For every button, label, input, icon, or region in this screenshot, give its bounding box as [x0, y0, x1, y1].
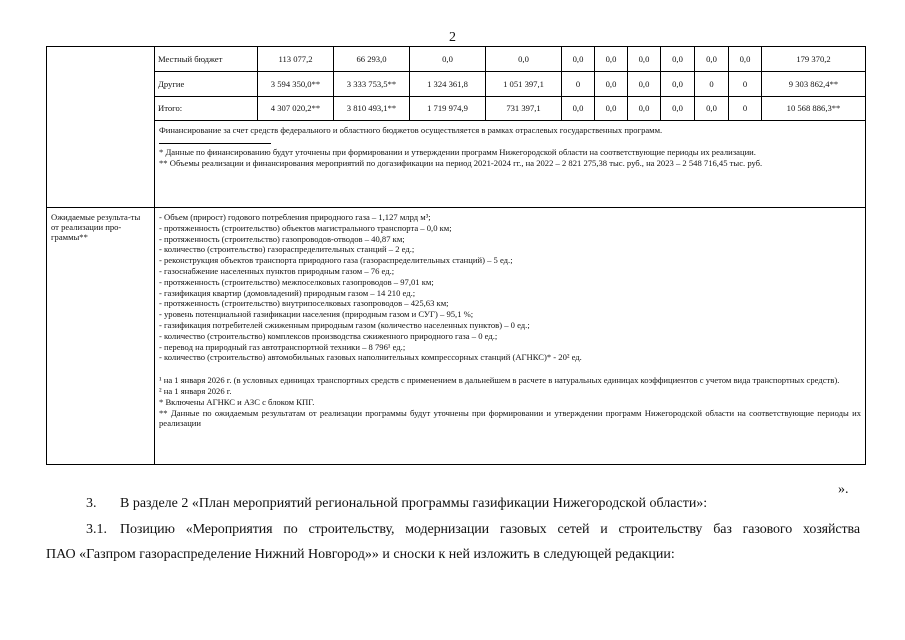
funding-notes-cell [155, 121, 866, 208]
list-item: - количество (строительство) комплексов производства сжиженного природного газа – 0 ед.; [159, 330, 498, 341]
program-passport-table [46, 46, 866, 465]
paragraph-3-number: 3. [86, 496, 97, 511]
list-item: - уровень потенциальной газификации населения (природным газом и СУГ) – 95,1 %; [159, 309, 474, 320]
row-label: Другие [155, 72, 258, 97]
table-cell: 0,0 [595, 97, 628, 121]
table-cell: 4 307 020,2** [258, 97, 334, 121]
table-cell: 731 397,1 [486, 97, 562, 121]
table-cell: 1 051 397,1 [486, 72, 562, 97]
table-cell: 0 [562, 72, 595, 97]
table-row-expected-results [47, 208, 866, 465]
funding-footnote-1: * Данные по финансированию будут уточнены при формировании и утверждении программ Нижегородской области на соответствующие периоды их реализации. [159, 147, 756, 157]
table-cell: 0,0 [410, 47, 486, 72]
table-row-other [47, 72, 866, 97]
table-cell: 179 370,2 [762, 47, 866, 72]
table-row-local-budget [47, 47, 866, 72]
table-cell: 0,0 [595, 72, 628, 97]
table-cell: 3 594 350,0** [258, 72, 334, 97]
expected-results-list [159, 212, 861, 363]
table-cell: 0,0 [562, 97, 595, 121]
table-cell: 0,0 [595, 47, 628, 72]
table-cell: 0,0 [628, 97, 661, 121]
list-item: - Объем (прирост) годового потребления природного газа – 1,127 млрд м³; [159, 212, 431, 222]
blank-left-cell [47, 47, 155, 208]
table-cell: 0,0 [661, 47, 695, 72]
table-cell: 1 719 974,9 [410, 97, 486, 121]
list-item: - перевод на природный газ автотранспортной техники – 8 796¹ ед.; [159, 341, 406, 352]
table-cell: 0,0 [695, 47, 729, 72]
expected-results-label: Ожидаемые результа-ты от реализации про-граммы** [47, 208, 155, 465]
expected-note: * Включены АГНКС и АЗС с блоком КПГ. [159, 396, 315, 407]
table-cell: 0 [729, 72, 762, 97]
table-cell: 0,0 [628, 47, 661, 72]
table-cell: 0,0 [661, 97, 695, 121]
spacer [159, 363, 861, 375]
table-cell: 0 [729, 97, 762, 121]
expected-results-cell [155, 208, 866, 465]
table-cell: 113 077,2 [258, 47, 334, 72]
table-cell: 0,0 [661, 72, 695, 97]
table-cell: 0,0 [695, 97, 729, 121]
footnote-separator [159, 143, 271, 144]
paragraph-3-1-number: 3.1. [86, 522, 107, 537]
table-cell: 9 303 862,4** [762, 72, 866, 97]
expected-note: ² на 1 января 2026 г. [159, 385, 232, 396]
paragraph-3-1-line-1: Позицию «Мероприятия по строительству, модернизации газовых сетей и строительству баз газового хозяйства [120, 522, 860, 537]
expected-note: ¹ на 1 января 2026 г. (в условных единицах транспортных средств с применением в дальнейшем в расчете в натуральных единицах коэффициентов с учетом вида транспортных средств). [159, 375, 840, 386]
list-item: - протяженность (строительство) объектов магистрального транспорта – 0,0 км; [159, 222, 452, 233]
list-item: - протяженность (строительство) внутрипоселковых газопроводов – 425,63 км; [159, 298, 449, 309]
table-cell: 0,0 [729, 47, 762, 72]
paragraph-3-1-line-2: ПАО «Газпром газораспределение Нижний Новгород»» и сноски к ней изложить в следующей редакции: [46, 547, 675, 562]
table-cell: 0,0 [562, 47, 595, 72]
list-item: - реконструкция объектов транспорта природного газа (газораспределительных станций) – 5 ед.; [159, 255, 513, 266]
table-cell: 3 333 753,5** [334, 72, 410, 97]
list-item: - протяженность (строительство) межпоселковых газопроводов – 97,01 км; [159, 276, 434, 287]
list-item: - количество (строительство) газораспределительных станций – 2 ед.; [159, 244, 415, 255]
table-cell: 0,0 [486, 47, 562, 72]
paragraph-3-text: В разделе 2 «План мероприятий региональной программы газификации Нижегородской области»: [120, 496, 708, 511]
table-row-funding-notes [47, 121, 866, 208]
page-number: 2 [449, 30, 456, 45]
table-cell: 3 810 493,1** [334, 97, 410, 121]
expected-note: ** Данные по ожидаемым результатам от реализации программы будут уточнены при формировании и утверждении программ Нижегородской области на соответствующие периоды их реализации [159, 407, 861, 429]
table-cell: 0 [695, 72, 729, 97]
list-item: - газоснабжение населенных пунктов природным газом – 76 ед.; [159, 265, 395, 276]
table-row-total [47, 97, 866, 121]
funding-footnote-2: ** Объемы реализации и финансирования мероприятий по догазификации на период 2021-2024 гг., на 2022 – 2 821 275,38 тыс. руб., на 2023 – 2 548 716,45 тыс. руб. [159, 158, 763, 168]
list-item: - количество (строительство) автомобильных газовых наполнительных компрессорных станций (АГНКС)* - 20² ед. [159, 352, 582, 363]
row-label: Местный бюджет [155, 47, 258, 72]
closing-quote-mark: ». [838, 482, 849, 497]
list-item: - газификация потребителей сжиженным природным газом (количество населенных пунктов) – 0 ед.; [159, 319, 530, 330]
row-label: Итого: [155, 97, 258, 121]
table-cell: 10 568 886,3** [762, 97, 866, 121]
funding-note: Финансирование за счет средств федерального и областного бюджетов осуществляется в рамках отраслевых государственных программ. [159, 125, 663, 135]
table-cell: 0,0 [628, 72, 661, 97]
list-item: - газификация квартир (домовладений) природным газом – 14 210 ед.; [159, 287, 416, 298]
table-cell: 66 293,0 [334, 47, 410, 72]
table-cell: 1 324 361,8 [410, 72, 486, 97]
list-item: - протяженность (строительство) газопроводов-отводов – 40,87 км; [159, 233, 405, 244]
